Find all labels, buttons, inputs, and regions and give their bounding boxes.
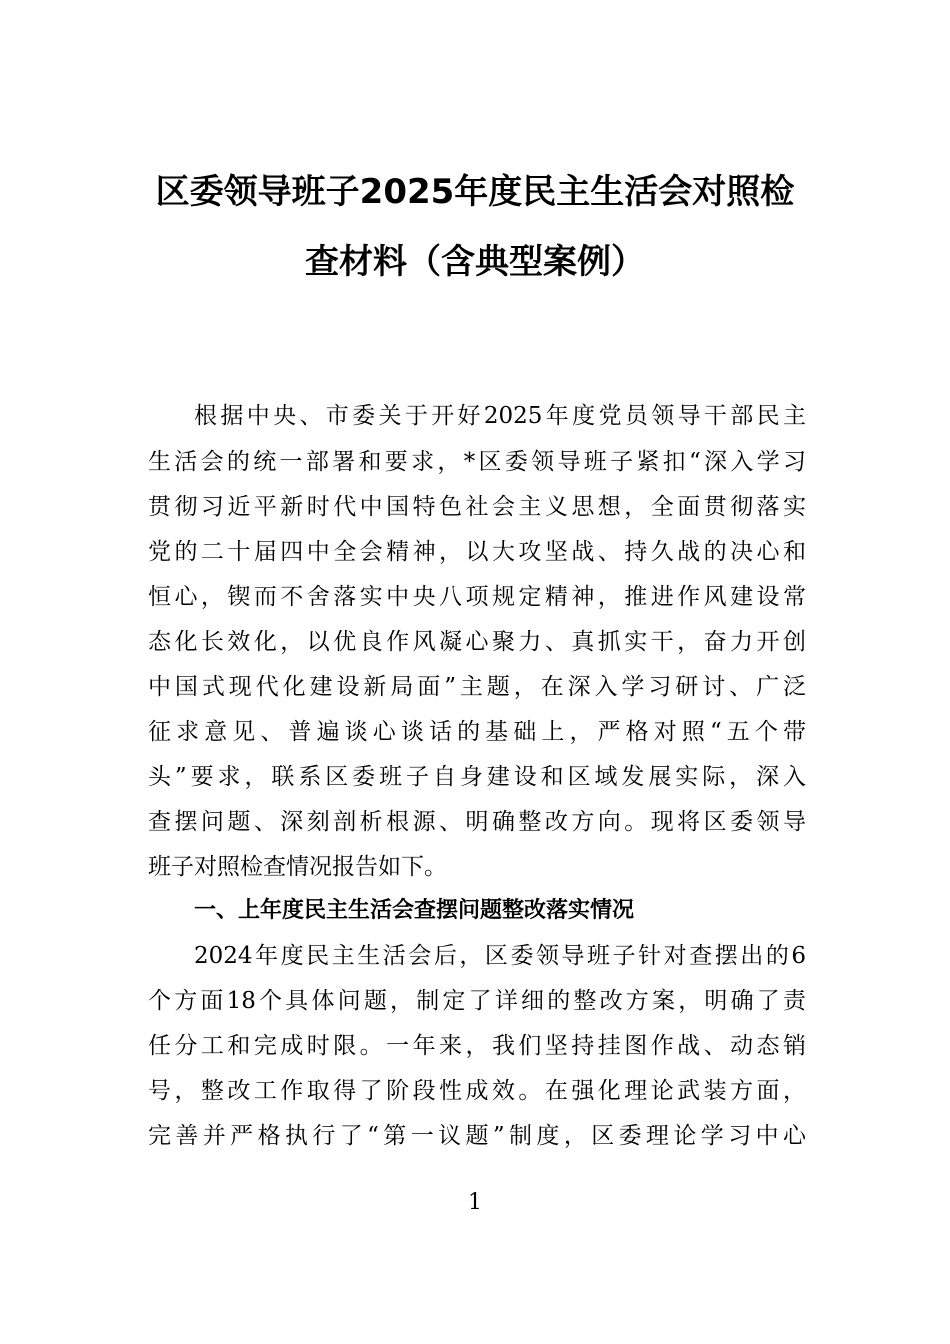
paragraph-line: 贯彻习近平新时代中国特色社会主义思想，全面贯彻落实: [148, 494, 806, 520]
paragraph-line: 班子对照检查情况报告如下。: [148, 854, 447, 880]
paragraph-line: 头”要求，联系区委班子自身建设和区域发展实际，深入: [148, 764, 806, 790]
paragraph-line: 个方面18个具体问题，制定了详细的整改方案，明确了责: [148, 988, 806, 1014]
paragraph-line: 任分工和完成时限。一年来，我们坚持挂图作战、动态销: [148, 1033, 806, 1059]
paragraph-line: 根据中央、市委关于开好2025年度党员领导干部民主: [194, 403, 806, 429]
paragraph-line: 中国式现代化建设新局面”主题，在深入学习研讨、广泛: [148, 674, 806, 700]
paragraph-line: 查摆问题、深刻剖析根源、明确整改方向。现将区委领导: [148, 809, 806, 835]
paragraph-line: 恒心，锲而不舍落实中央八项规定精神，推进作风建设常: [148, 584, 806, 610]
paragraph-line: 征求意见、普遍谈心谈话的基础上，严格对照“五个带: [148, 719, 806, 745]
paragraph-line: 2024年度民主生活会后，区委领导班子针对查摆出的6: [194, 943, 806, 969]
paragraph-line: 完善并严格执行了“第一议题”制度，区委理论学习中心: [148, 1123, 806, 1149]
page-number: 1: [468, 1190, 482, 1215]
paragraph-line: 党的二十届四中全会精神，以大攻坚战、持久战的决心和: [148, 539, 806, 565]
paragraph-line: 态化长效化，以优良作风凝心聚力、真抓实干，奋力开创: [148, 629, 806, 655]
section-heading: 一、上年度民主生活会查摆问题整改落实情况: [194, 898, 635, 923]
paragraph-line: 号，整改工作取得了阶段性成效。在强化理论武装方面，: [148, 1078, 806, 1104]
document-title-line-1: 区委领导班子2025年度民主生活会对照检: [155, 172, 795, 212]
paragraph-line: 生活会的统一部署和要求，*区委领导班子紧扣“深入学习: [148, 449, 806, 475]
document-title-line-2: 查材料（含典型案例）: [305, 242, 645, 282]
